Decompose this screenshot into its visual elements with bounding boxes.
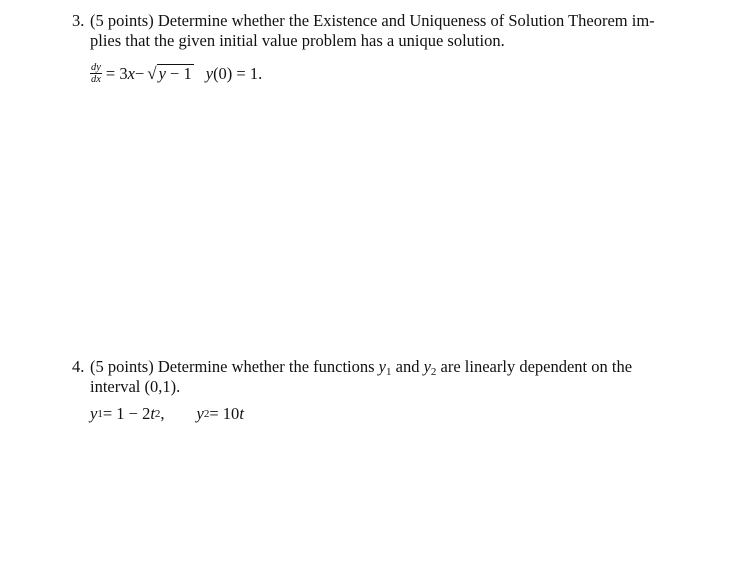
eq-y2-rhs: = 10	[209, 404, 240, 423]
radical-sign: √	[147, 64, 157, 83]
problem-3-equation	[90, 63, 262, 84]
fraction-denominator: dx	[91, 74, 101, 85]
eq-y1-rhs: = 1 − 2	[102, 404, 151, 423]
problem-3-line-1	[72, 11, 692, 31]
initial-condition-y: y	[205, 63, 214, 83]
problem-3-text-line-2: plies that the given initial value problem has a unique solution.	[90, 31, 505, 50]
problem-3-number: 3.	[72, 11, 85, 30]
problem-4-line-2	[72, 377, 692, 397]
radicand-y: y	[158, 64, 166, 83]
problem-4-number: 4.	[72, 357, 85, 376]
eq-y1-t: t	[150, 404, 155, 423]
eq-y1-comma: ,	[160, 404, 165, 423]
eq-y2-t: t	[239, 404, 244, 423]
problem-3	[72, 11, 692, 85]
problem-4-text-a: (5 points) Determine whether the functions	[90, 357, 379, 376]
radicand-rest: − 1	[165, 64, 192, 83]
problem-4-equation: y 1 = 1 − 2 t 2 , y 2 = 10 t	[90, 404, 244, 423]
equation-x: x	[127, 63, 135, 83]
radicand	[157, 64, 194, 83]
inline-y2-var: y	[423, 357, 431, 376]
eq-y1-var: y	[90, 404, 98, 423]
problem-4	[72, 357, 692, 423]
problem-4-text-b: and	[391, 357, 424, 376]
initial-condition-rest: (0) = 1.	[213, 63, 263, 83]
problem-3-line-2	[72, 31, 692, 51]
inline-y2-sub: 2	[430, 366, 437, 378]
equation-minus: −	[134, 63, 145, 83]
square-root	[147, 64, 193, 83]
problem-4-line-1	[72, 357, 692, 377]
equation-equals-3: = 3	[105, 63, 128, 83]
problem-4-text-line-2: interval (0,1).	[90, 377, 181, 396]
inline-y1-sub: 1	[386, 366, 392, 378]
inline-y1-var: y	[378, 357, 386, 376]
problem-3-text-line-1: (5 points) Determine whether the Existence and Uniqueness of Solution Theorem im-	[90, 11, 655, 30]
problem-4-text-c: are linearly dependent on the	[436, 357, 633, 376]
fraction-numerator: dy	[91, 62, 101, 73]
eq-y2-var: y	[196, 404, 204, 423]
derivative-fraction	[90, 63, 102, 84]
